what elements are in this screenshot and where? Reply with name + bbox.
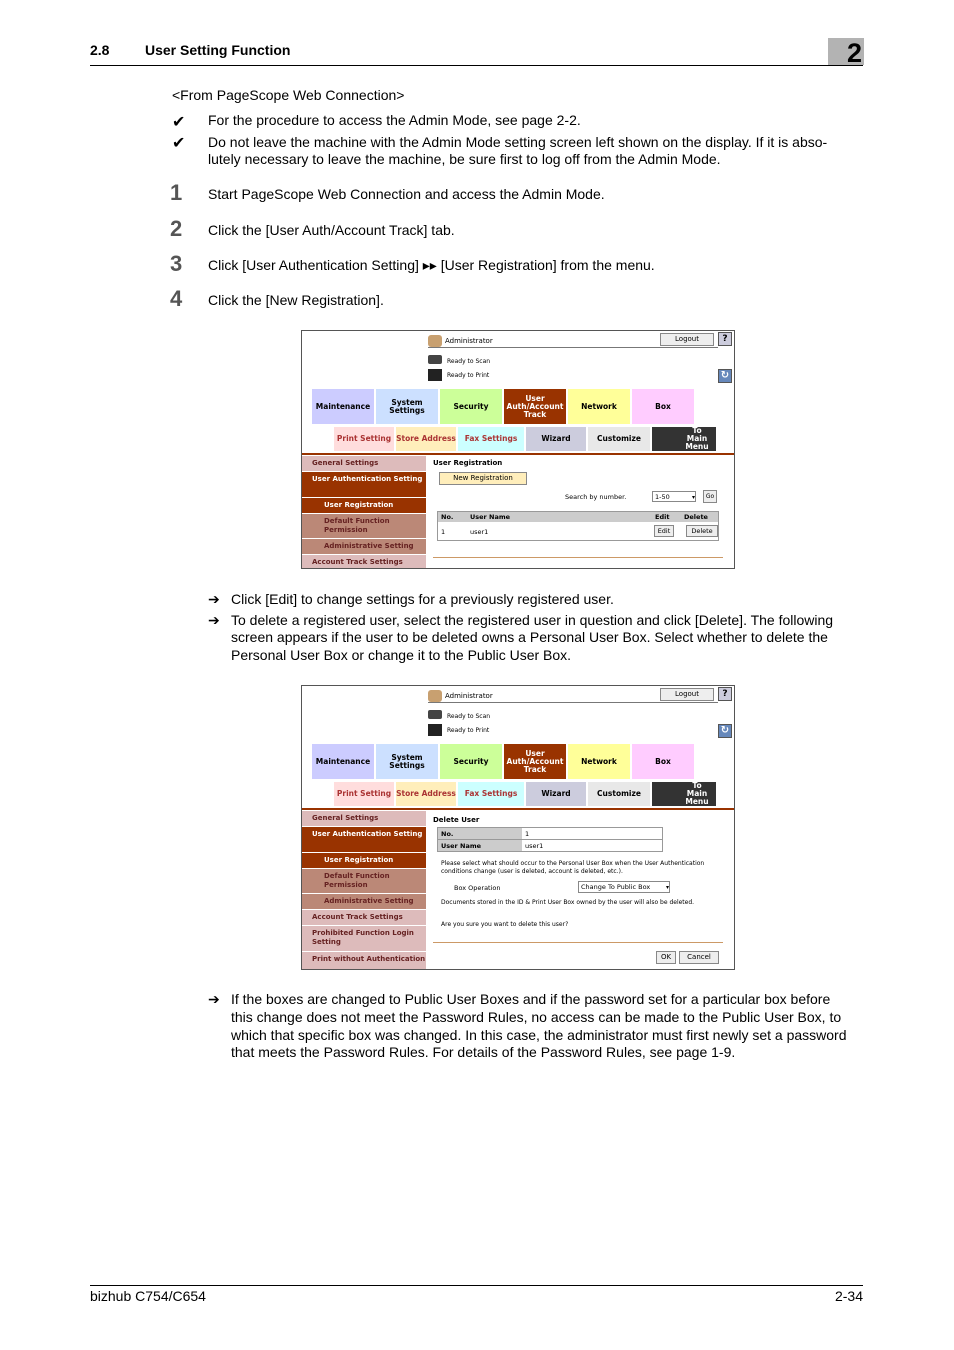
range-value: 1-50 — [655, 493, 670, 501]
arrow-icon: ➔ — [208, 591, 220, 607]
tab-box[interactable]: Box — [632, 389, 694, 424]
status-print: Ready to Print — [447, 372, 490, 379]
main-menu-label: To Main Menu — [685, 781, 709, 806]
user-table — [437, 511, 719, 541]
tab-main-menu[interactable] — [652, 427, 716, 451]
menu-user-auth-setting[interactable]: User Authentication Setting — [302, 472, 426, 497]
screenshot-user-registration — [301, 330, 735, 569]
edit-button[interactable]: Edit — [654, 525, 674, 537]
help-icon[interactable]: ? — [718, 332, 732, 346]
check-item: For the procedure to access the Admin Mode, see page 2-2. — [208, 112, 581, 128]
tab-network[interactable]: Network — [568, 389, 630, 424]
step-number: 4 — [170, 286, 183, 311]
step-text: Click [User Authentication Setting] ▸▸ [User Registration] from the menu. — [208, 257, 655, 273]
new-registration-button[interactable]: New Registration — [439, 472, 527, 485]
check-item: lutely necessary to leave the machine, be sure first to log off from the Admin Mode. — [208, 151, 721, 167]
intro-text: <From PageScope Web Connection> — [172, 87, 405, 103]
message-box-condition: Please select what should occur to the Personal User Box when the User Authentication conditions change (user is deleted, account is deleted, etc.). — [441, 860, 705, 875]
logout-button[interactable]: Logout — [660, 688, 714, 701]
tab-security[interactable]: Security — [440, 744, 502, 779]
menu-user-registration[interactable]: User Registration — [302, 498, 426, 513]
user-info-table — [437, 827, 663, 852]
no-label: No. — [441, 830, 454, 838]
box-operation-value: Change To Public Box — [581, 883, 651, 891]
col-edit: Edit — [655, 513, 670, 521]
scanner-icon — [428, 710, 442, 719]
chevron-down-icon: ▾ — [665, 884, 669, 891]
note-text: that meets the Password Rules. For details of the Password Rules, see page 1-9. — [231, 1044, 736, 1060]
check-item: Do not leave the machine with the Admin Mode setting screen left shown on the display. If it is abso- — [208, 134, 828, 150]
status-print: Ready to Print — [447, 727, 490, 734]
admin-icon — [428, 690, 442, 702]
page-title: User Registration — [433, 459, 503, 467]
header-rule — [90, 65, 863, 66]
menu-default-function[interactable]: Default Function Permission — [302, 514, 426, 538]
cancel-button[interactable]: Cancel — [679, 951, 719, 964]
tab-customize[interactable]: Customize — [588, 427, 650, 451]
chapter-badge — [828, 38, 864, 68]
step-number: 3 — [170, 251, 183, 276]
step-text: Start PageScope Web Connection and access the Admin Mode. — [208, 186, 605, 202]
delete-button[interactable]: Delete — [686, 525, 718, 537]
screenshot-delete-user — [301, 685, 735, 970]
status-scan: Ready to Scan — [447, 358, 491, 365]
section-title: User Setting Function — [145, 42, 291, 58]
search-label: Search by number. — [565, 493, 627, 501]
check-icon: ✔ — [172, 114, 186, 131]
section-number: 2.8 — [90, 42, 110, 58]
note-text: Click [Edit] to change settings for a previously registered user. — [231, 591, 614, 607]
menu-user-registration[interactable]: User Registration — [302, 853, 426, 868]
tab-print-setting[interactable]: Print Setting — [334, 782, 394, 806]
footer-page: 2-34 — [834, 1288, 863, 1304]
col-user: User Name — [470, 513, 511, 521]
tab-box[interactable]: Box — [632, 744, 694, 779]
scanner-icon — [428, 355, 442, 364]
tab-customize[interactable]: Customize — [588, 782, 650, 806]
row-user: user1 — [470, 528, 489, 536]
admin-icon — [428, 335, 442, 347]
status-scan: Ready to Scan — [447, 713, 491, 720]
chevron-down-icon: ▾ — [691, 494, 695, 501]
main-menu-label: To Main Menu — [685, 426, 709, 451]
user-value: user1 — [525, 842, 544, 850]
printer-icon — [428, 369, 442, 381]
box-operation-label: Box Operation — [454, 884, 501, 892]
tab-network[interactable]: Network — [568, 744, 630, 779]
tab-user-auth[interactable]: User Auth/Account Track — [504, 744, 566, 779]
note-text: this change does not meet the Password Rules, no access can be made to the Public User Box, to — [231, 1009, 842, 1025]
tab-main-menu[interactable] — [652, 782, 716, 806]
tab-fax-settings[interactable]: Fax Settings — [458, 782, 524, 806]
message-documents: Documents stored in the ID & Print User Box owned by the user will also be deleted. — [441, 899, 695, 906]
page-title: Delete User — [433, 816, 480, 824]
note-text: To delete a registered user, select the registered user in question and click [Delete]. The following — [231, 612, 834, 628]
menu-prohibited-function[interactable]: Prohibited Function Login Setting — [302, 926, 426, 951]
printer-icon — [428, 724, 442, 736]
message-confirm: Are you sure you want to delete this user? — [441, 921, 569, 928]
tab-store-address[interactable]: Store Address — [396, 782, 456, 806]
help-icon[interactable]: ? — [718, 687, 732, 701]
tab-security[interactable]: Security — [440, 389, 502, 424]
check-icon: ✔ — [172, 135, 186, 152]
menu-default-function[interactable]: Default Function Permission — [302, 869, 426, 893]
go-button[interactable]: Go — [703, 490, 717, 503]
note-text: which that specific box was changed. In this case, the administrator must first newly set a password — [231, 1027, 847, 1043]
menu-general-settings[interactable]: General Settings — [302, 456, 426, 471]
arrow-icon: ➔ — [208, 612, 220, 628]
tab-store-address[interactable]: Store Address — [396, 427, 456, 451]
tab-user-auth[interactable]: User Auth/Account Track — [504, 389, 566, 424]
note-text: screen appears if the user to be deleted owns a Personal User Box. Select whether to delete the — [231, 629, 828, 645]
menu-user-auth-setting[interactable]: User Authentication Setting — [302, 827, 426, 852]
tab-maintenance[interactable]: Maintenance — [312, 389, 374, 424]
box-operation-select[interactable] — [578, 881, 670, 893]
chapter-number: 2 — [846, 38, 862, 68]
tab-system-settings[interactable]: System Settings — [376, 744, 438, 779]
tab-maintenance[interactable]: Maintenance — [312, 744, 374, 779]
admin-label: Administrator — [445, 692, 493, 700]
tab-system-settings[interactable]: System Settings — [376, 389, 438, 424]
admin-label: Administrator — [445, 337, 493, 345]
user-label: User Name — [441, 842, 482, 850]
arrow-icon: ➔ — [208, 991, 220, 1007]
footer-model: bizhub C754/C654 — [90, 1288, 206, 1304]
range-select[interactable] — [652, 491, 696, 502]
note-text: Personal User Box or change it to the Public User Box. — [231, 647, 572, 663]
row-no: 1 — [441, 528, 446, 536]
col-delete: Delete — [684, 513, 708, 521]
logout-button[interactable]: Logout — [660, 333, 714, 346]
tab-print-setting[interactable]: Print Setting — [334, 427, 394, 451]
tab-wizard[interactable]: Wizard — [526, 427, 586, 451]
menu-account-track[interactable]: Account Track Settings — [302, 910, 426, 925]
refresh-icon[interactable]: ↻ — [718, 724, 732, 738]
menu-administrative[interactable]: Administrative Setting — [302, 539, 426, 554]
step-text: Click the [User Auth/Account Track] tab. — [208, 222, 455, 238]
refresh-icon[interactable]: ↻ — [718, 369, 732, 383]
step-text: Click the [New Registration]. — [208, 292, 384, 308]
step-number: 2 — [170, 216, 183, 241]
menu-general-settings[interactable]: General Settings — [302, 811, 426, 826]
menu-administrative[interactable]: Administrative Setting — [302, 894, 426, 909]
tab-fax-settings[interactable]: Fax Settings — [458, 427, 524, 451]
col-no: No. — [441, 513, 454, 521]
tab-wizard[interactable]: Wizard — [526, 782, 586, 806]
no-value: 1 — [525, 830, 530, 838]
ok-button[interactable]: OK — [656, 951, 676, 964]
menu-print-without-auth[interactable]: Print without Authentication — [302, 952, 426, 970]
note-text: If the boxes are changed to Public User Boxes and if the password set for a particular box before — [231, 991, 831, 1007]
footer-rule — [90, 1285, 863, 1286]
menu-account-track[interactable]: Account Track Settings — [302, 555, 426, 569]
step-number: 1 — [170, 180, 183, 205]
